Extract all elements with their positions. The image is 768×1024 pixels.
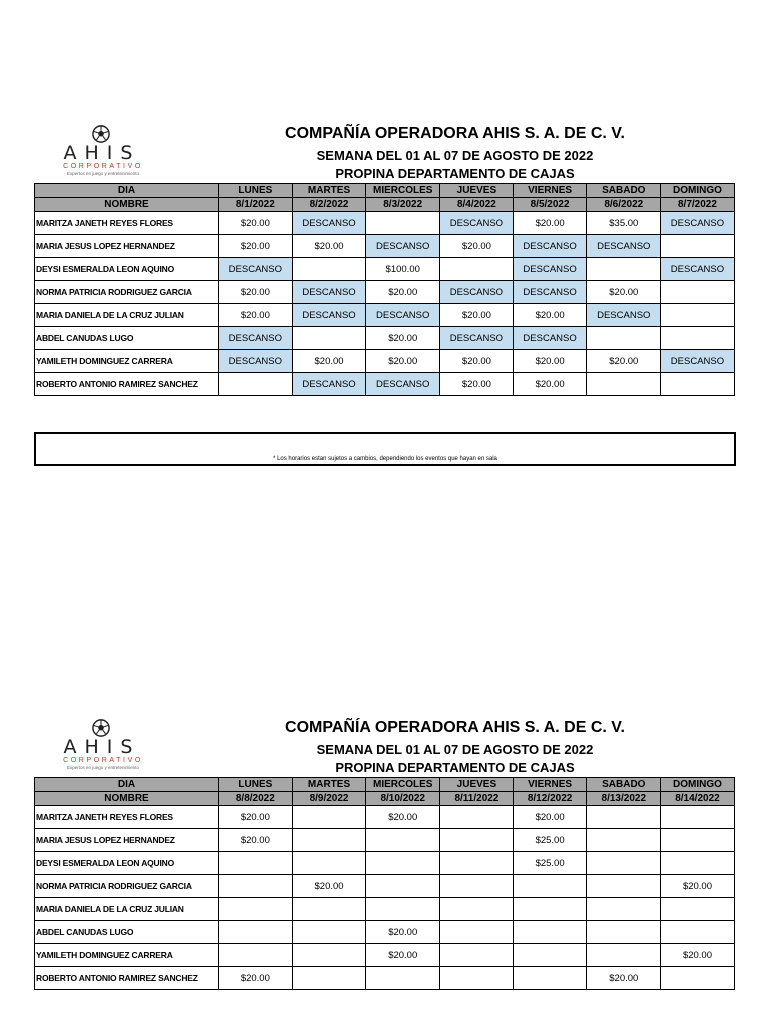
tip-cell [366, 898, 440, 921]
day-header-miercoles: MIERCOLES [366, 778, 440, 792]
company-title: COMPAÑÍA OPERADORA AHIS S. A. DE C. V. [285, 125, 625, 142]
tip-cell [661, 806, 735, 829]
logo-wordmark: AHIS [63, 736, 141, 758]
rest-day-cell: DESCANSO [219, 258, 293, 281]
tip-cell [587, 327, 661, 350]
tip-cell [292, 967, 366, 990]
table-row [35, 281, 735, 304]
tip-cell: $20.00 [587, 281, 661, 304]
tip-cell [513, 898, 587, 921]
employee-name: ROBERTO ANTONIO RAMIREZ SANCHEZ [35, 373, 219, 396]
tip-cell [440, 898, 514, 921]
schedule-table [34, 183, 735, 396]
employee-name: ABDEL CANUDAS LUGO [35, 327, 219, 350]
tip-cell: $25.00 [513, 852, 587, 875]
tip-cell [440, 921, 514, 944]
tip-cell [366, 212, 440, 235]
tip-cell [292, 258, 366, 281]
tip-cell: $20.00 [292, 875, 366, 898]
tip-cell: $20.00 [587, 967, 661, 990]
rest-day-cell: DESCANSO [661, 350, 735, 373]
rest-day-cell: DESCANSO [513, 327, 587, 350]
rest-day-cell: DESCANSO [661, 212, 735, 235]
tip-cell [661, 852, 735, 875]
employee-name: DEYSI ESMERALDA LEON AQUINO [35, 258, 219, 281]
tip-cell [292, 898, 366, 921]
date-header: 8/14/2022 [661, 792, 735, 806]
tip-cell [440, 258, 514, 281]
employee-name: NORMA PATRICIA RODRIGUEZ GARCIA [35, 281, 219, 304]
soccer-ball-icon [92, 125, 110, 143]
table-row [35, 235, 735, 258]
date-header: 8/5/2022 [513, 198, 587, 212]
rest-day-cell: DESCANSO [513, 281, 587, 304]
header-day-label: DIA [35, 184, 219, 198]
tip-cell [587, 921, 661, 944]
tip-cell [587, 806, 661, 829]
rest-day-cell: DESCANSO [513, 258, 587, 281]
logo-subtitle: CORPORATIVO [63, 757, 143, 764]
tip-cell: $20.00 [219, 281, 293, 304]
tip-cell: $20.00 [292, 235, 366, 258]
tip-cell [440, 806, 514, 829]
table-row [35, 258, 735, 281]
company-title: COMPAÑÍA OPERADORA AHIS S. A. DE C. V. [285, 719, 625, 736]
tip-cell [661, 829, 735, 852]
tip-cell [587, 944, 661, 967]
tip-cell [219, 944, 293, 967]
tip-cell [661, 373, 735, 396]
date-header: 8/1/2022 [219, 198, 293, 212]
schedule-table [34, 777, 735, 990]
table-row [35, 373, 735, 396]
tip-cell [587, 852, 661, 875]
tip-cell [440, 852, 514, 875]
table-row [35, 829, 735, 852]
note-box [34, 432, 736, 466]
tip-cell: $20.00 [366, 921, 440, 944]
day-header-martes: MARTES [292, 184, 366, 198]
date-header: 8/9/2022 [292, 792, 366, 806]
rest-day-cell: DESCANSO [366, 235, 440, 258]
employee-name: MARIA DANIELA DE LA CRUZ JULIAN [35, 898, 219, 921]
day-header-lunes: LUNES [219, 184, 293, 198]
tip-cell: $20.00 [219, 304, 293, 327]
day-header-lunes: LUNES [219, 778, 293, 792]
header-day-label: DIA [35, 778, 219, 792]
table-row [35, 898, 735, 921]
date-header: 8/6/2022 [587, 198, 661, 212]
tip-cell [219, 875, 293, 898]
tip-cell: $100.00 [366, 258, 440, 281]
tip-cell [513, 921, 587, 944]
tip-cell: $25.00 [513, 829, 587, 852]
tip-cell [661, 281, 735, 304]
tip-cell: $20.00 [219, 212, 293, 235]
employee-name: MARIA DANIELA DE LA CRUZ JULIAN [35, 304, 219, 327]
rest-day-cell: DESCANSO [440, 281, 514, 304]
rest-day-cell: DESCANSO [440, 212, 514, 235]
day-header-sabado: SABADO [587, 778, 661, 792]
tip-cell [292, 829, 366, 852]
week-title: SEMANA DEL 01 AL 07 DE AGOSTO DE 2022 [316, 148, 594, 163]
header-name-label: NOMBRE [35, 198, 219, 212]
employee-name: MARIA JESUS LOPEZ HERNANDEZ [35, 829, 219, 852]
tip-cell [661, 235, 735, 258]
employee-name: YAMILETH DOMINGUEZ CARRERA [35, 944, 219, 967]
rest-day-cell: DESCANSO [661, 258, 735, 281]
tip-cell [440, 829, 514, 852]
date-header: 8/8/2022 [219, 792, 293, 806]
table-row [35, 967, 735, 990]
company-logo [50, 719, 156, 771]
tip-cell [219, 898, 293, 921]
employee-name: ROBERTO ANTONIO RAMIREZ SANCHEZ [35, 967, 219, 990]
day-header-viernes: VIERNES [513, 778, 587, 792]
tip-cell [513, 967, 587, 990]
tip-cell [219, 373, 293, 396]
table-row [35, 304, 735, 327]
tip-cell: $20.00 [440, 350, 514, 373]
tip-cell: $20.00 [513, 350, 587, 373]
tip-cell [440, 875, 514, 898]
employee-name: NORMA PATRICIA RODRIGUEZ GARCIA [35, 875, 219, 898]
rest-day-cell: DESCANSO [292, 304, 366, 327]
tip-cell [292, 944, 366, 967]
table-row [35, 806, 735, 829]
department-title: PROPINA DEPARTAMENTO DE CAJAS [335, 760, 575, 775]
header-name-label: NOMBRE [35, 792, 219, 806]
table-row [35, 350, 735, 373]
rest-day-cell: DESCANSO [513, 235, 587, 258]
day-header-martes: MARTES [292, 778, 366, 792]
day-header-domingo: DOMINGO [661, 184, 735, 198]
tip-cell [587, 373, 661, 396]
day-header-jueves: JUEVES [440, 184, 514, 198]
date-header: 8/3/2022 [366, 198, 440, 212]
tip-cell [661, 967, 735, 990]
week-title: SEMANA DEL 01 AL 07 DE AGOSTO DE 2022 [316, 742, 594, 757]
table-row [35, 852, 735, 875]
tip-cell [292, 852, 366, 875]
employee-name: MARITZA JANETH REYES FLORES [35, 212, 219, 235]
tip-cell: $20.00 [513, 304, 587, 327]
tip-cell [661, 327, 735, 350]
tip-cell: $20.00 [366, 944, 440, 967]
tip-cell: $20.00 [366, 806, 440, 829]
date-header-row [35, 792, 735, 806]
rest-day-cell: DESCANSO [587, 304, 661, 327]
day-header-sabado: SABADO [587, 184, 661, 198]
tip-cell: $20.00 [292, 350, 366, 373]
rest-day-cell: DESCANSO [292, 212, 366, 235]
tip-cell: $20.00 [513, 212, 587, 235]
tip-cell [587, 829, 661, 852]
date-header: 8/13/2022 [587, 792, 661, 806]
tip-cell: $20.00 [440, 304, 514, 327]
tip-cell: $20.00 [219, 967, 293, 990]
day-header-row [35, 778, 735, 792]
department-title: PROPINA DEPARTAMENTO DE CAJAS [335, 166, 575, 181]
tip-cell: $20.00 [366, 350, 440, 373]
table-row [35, 212, 735, 235]
employee-name: MARITZA JANETH REYES FLORES [35, 806, 219, 829]
day-header-domingo: DOMINGO [661, 778, 735, 792]
tip-cell [587, 898, 661, 921]
rest-day-cell: DESCANSO [219, 327, 293, 350]
table-row [35, 944, 735, 967]
tip-cell: $20.00 [661, 875, 735, 898]
table-row [35, 875, 735, 898]
tip-cell: $35.00 [587, 212, 661, 235]
date-header: 8/12/2022 [513, 792, 587, 806]
tip-cell [366, 852, 440, 875]
logo-tagline: Expertos en juego y entretenimiento [66, 765, 140, 770]
tip-cell [440, 944, 514, 967]
day-header-miercoles: MIERCOLES [366, 184, 440, 198]
tip-cell: $20.00 [513, 373, 587, 396]
day-header-row [35, 184, 735, 198]
date-header-row [35, 198, 735, 212]
rest-day-cell: DESCANSO [440, 327, 514, 350]
date-header: 8/10/2022 [366, 792, 440, 806]
rest-day-cell: DESCANSO [219, 350, 293, 373]
rest-day-cell: DESCANSO [587, 235, 661, 258]
tip-cell [219, 921, 293, 944]
tip-cell: $20.00 [219, 806, 293, 829]
table-row [35, 921, 735, 944]
tip-cell [366, 829, 440, 852]
date-header: 8/11/2022 [440, 792, 514, 806]
day-header-viernes: VIERNES [513, 184, 587, 198]
tip-cell [292, 327, 366, 350]
day-header-jueves: JUEVES [440, 778, 514, 792]
tip-cell [661, 304, 735, 327]
tip-cell: $20.00 [366, 327, 440, 350]
employee-name: MARIA JESUS LOPEZ HERNANDEZ [35, 235, 219, 258]
tip-cell [440, 967, 514, 990]
tip-cell: $20.00 [440, 235, 514, 258]
tip-cell: $20.00 [219, 235, 293, 258]
tip-cell [587, 258, 661, 281]
rest-day-cell: DESCANSO [292, 373, 366, 396]
tip-cell [513, 875, 587, 898]
tip-cell: $20.00 [440, 373, 514, 396]
soccer-ball-icon [92, 719, 110, 737]
date-header: 8/7/2022 [661, 198, 735, 212]
tip-cell [513, 944, 587, 967]
tip-cell [219, 852, 293, 875]
tip-cell [661, 898, 735, 921]
rest-day-cell: DESCANSO [292, 281, 366, 304]
logo-subtitle: CORPORATIVO [63, 163, 143, 170]
employee-name: DEYSI ESMERALDA LEON AQUINO [35, 852, 219, 875]
date-header: 8/4/2022 [440, 198, 514, 212]
logo-tagline: Expertos en juego y entretenimiento [66, 171, 140, 176]
company-logo [50, 125, 156, 177]
table-row [35, 327, 735, 350]
rest-day-cell: DESCANSO [366, 373, 440, 396]
tip-cell [366, 875, 440, 898]
schedule-note: * Los horarios estan sujetos a cambios, dependiendo los eventos que hayan en sala [273, 456, 497, 462]
tip-cell: $20.00 [513, 806, 587, 829]
tip-cell: $20.00 [661, 944, 735, 967]
tip-cell [366, 967, 440, 990]
tip-cell [292, 921, 366, 944]
employee-name: YAMILETH DOMINGUEZ CARRERA [35, 350, 219, 373]
rest-day-cell: DESCANSO [366, 304, 440, 327]
tip-cell: $20.00 [366, 281, 440, 304]
date-header: 8/2/2022 [292, 198, 366, 212]
tip-cell [292, 806, 366, 829]
tip-cell [661, 921, 735, 944]
tip-cell: $20.00 [219, 829, 293, 852]
tip-cell: $20.00 [587, 350, 661, 373]
tip-cell [587, 875, 661, 898]
employee-name: ABDEL CANUDAS LUGO [35, 921, 219, 944]
logo-wordmark: AHIS [63, 142, 141, 164]
